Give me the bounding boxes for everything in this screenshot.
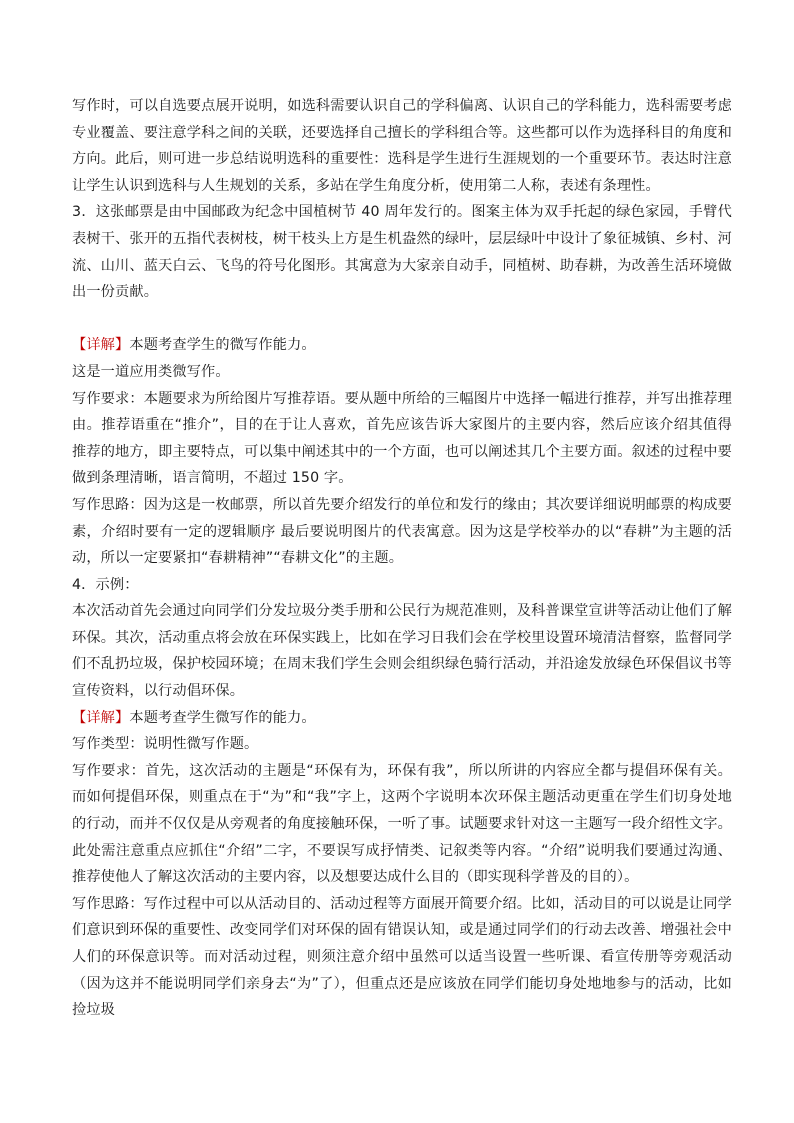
q4-answer-paragraph: 本次活动首先会通过向同学们分发垃圾分类手册和公民行为规范准则，及科普课堂宣讲等活动让他们了解环保。其次，活动重点将会放在环保实践上，比如在学习日我们会在学校里设置环境清洁督察，监督同学们不乱扔垃圾，保护校园环境；在周末我们学生会则会组织绿色骑行活动，并沿途发放绿色环保倡议书等宣传资料，以行动倡环保。 — [72, 603, 732, 700]
paragraph-gap — [72, 306, 732, 333]
q3-type-line: 这是一道应用类微写作。 — [72, 363, 230, 380]
document-body — [72, 93, 732, 1024]
q4-detail-line — [72, 705, 732, 732]
q3-detail-line — [72, 332, 732, 359]
detail-text: 本题考查学生的微写作能力。 — [129, 337, 316, 354]
q4-approach-paragraph: 写作思路：写作过程中可以从活动目的、活动过程等方面展开简要介绍。比如，活动目的可以说是让同学们意识到环保的重要性、改变同学们对环保的固有错误认知，或是通过同学们的行动去改善、增强社会中人们的环保意识等。而对活动过程，则须注意介绍中虽然可以适当设置一些听课、看宣传册等旁观活动（因为这并不能说明同学们亲身去“为”了），但重点还是应该放在同学们能切身处地地参与的活动，比如捡垃圾 — [72, 895, 732, 1019]
q2-tail-paragraph: 写作时，可以自选要点展开说明，如选科需要认识自己的学科偏离、认识自己的学科能力，选科需要考虑专业覆盖、要注意学科之间的关联，还要选择自己擅长的学科组合等。这些都可以作为选择科目的角度和方向。此后，则可进一步总结说明选科的重要性：选科是学生进行生涯规划的一个重要环节。表达时注意让学生认识到选科与人生规划的关系，多站在学生角度分析，使用第二人称，表述有条理性。 — [72, 98, 732, 194]
q4-type-line: 写作类型：说明性微写作题。 — [72, 736, 259, 753]
q3-requirement-paragraph: 写作要求：本题要求为所给图片写推荐语。要从题中所给的三幅图片中选择一幅进行推荐，并写出推荐理由。推荐语重在“推介”，目的在于让人喜欢，首先应该告诉大家图片的主要内容，然后应该介绍其值得推荐的地方，即主要特点，可以集中阐述其中的一个方面，也可以阐述其几个主要方面。叙述的过程中要做到条理清晰，语言简明，不超过 150 字。 — [72, 390, 732, 487]
detail-tag: 【详解】 — [72, 337, 130, 354]
q4-heading: 4．示例： — [72, 576, 139, 593]
detail-tag: 【详解】 — [72, 709, 130, 726]
q3-approach-paragraph: 写作思路：因为这是一枚邮票，所以首先要介绍发行的单位和发行的缘由；其次要详细说明邮票的构成要素，介绍时要有一定的逻辑顺序 最后要说明图片的代表寓意。因为这是学校举办的以“春耕”为主题的活动，所以一定要紧扣“春耕精神”“春耕文化”的主题。 — [72, 496, 732, 567]
detail-text: 本题考查学生微写作的能力。 — [129, 709, 316, 726]
q4-requirement-paragraph: 写作要求：首先，这次活动的主题是“环保有为，环保有我”，所以所讲的内容应全都与提倡环保有关。而如何提倡环保，则重点在于“为”和“我”字上，这两个字说明本次环保主题活动更重在学生们切身处地的行动，而并不仅仅是从旁观者的角度接触环保，一听了事。试题要求针对这一主题写一段介绍性文字。此处需注意重点应抓住“介绍”二字，不要误写成抒情类、记叙类等内容。“介绍”说明我们要通过沟通、推荐使他人了解这次活动的主要内容，以及想要达成什么目的（即实现科学普及的目的）。 — [72, 762, 732, 886]
q3-answer-paragraph: 3．这张邮票是由中国邮政为纪念中国植树节 40 周年发行的。图案主体为双手托起的绿色家园，手臂代表树干、张开的五指代表树枝，树干枝头上方是生机盎然的绿叶，层层绿叶中设计了象征城镇、乡村、河流、山川、蓝天白云、飞鸟的符号化图形。其寓意为大家亲自动手，同植树、助春耕，为改善生活环境做出一份贡献。 — [72, 204, 732, 301]
